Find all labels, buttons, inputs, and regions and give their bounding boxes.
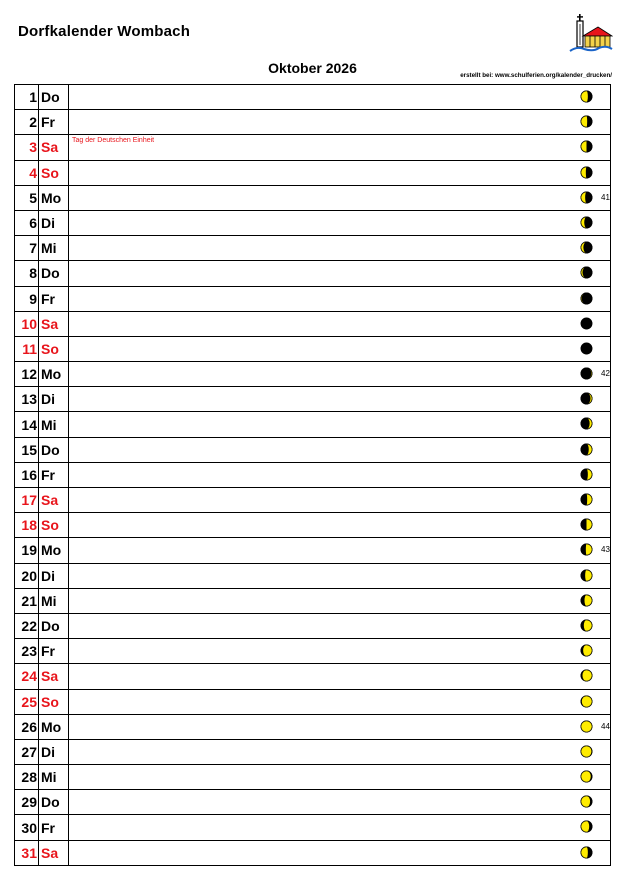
weekday-label: So	[39, 513, 69, 538]
calendar-table	[14, 84, 611, 866]
day-entry-cell[interactable]	[69, 613, 611, 638]
day-entry-cell[interactable]	[69, 387, 611, 412]
day-entry-cell[interactable]	[69, 790, 611, 815]
day-entry-cell[interactable]	[69, 412, 611, 437]
day-row	[15, 664, 611, 689]
weekday-label: Fr	[39, 286, 69, 311]
day-entry-cell[interactable]	[69, 185, 611, 210]
calendar-week-number: 43	[601, 545, 610, 555]
day-row	[15, 613, 611, 638]
moon-phase-icon	[580, 90, 593, 103]
day-number: 8	[15, 261, 39, 286]
day-number: 23	[15, 639, 39, 664]
day-row	[15, 588, 611, 613]
weekday-label: Sa	[39, 311, 69, 336]
day-entry-cell[interactable]	[69, 513, 611, 538]
day-entry-cell[interactable]	[69, 236, 611, 261]
day-number: 26	[15, 714, 39, 739]
moon-phase-icon	[580, 770, 593, 783]
day-number: 4	[15, 160, 39, 185]
day-row	[15, 85, 611, 110]
day-number: 2	[15, 110, 39, 135]
calendar-week-number: 42	[601, 369, 610, 379]
day-number: 11	[15, 336, 39, 361]
day-row	[15, 336, 611, 361]
day-row	[15, 387, 611, 412]
day-number: 20	[15, 563, 39, 588]
day-row	[15, 462, 611, 487]
day-number: 29	[15, 790, 39, 815]
weekday-label: Do	[39, 85, 69, 110]
moon-phase-icon	[580, 317, 593, 330]
day-number: 3	[15, 135, 39, 160]
weekday-label: Do	[39, 437, 69, 462]
moon-phase-icon	[580, 669, 593, 682]
weekday-label: Mo	[39, 714, 69, 739]
day-entry-cell[interactable]	[69, 210, 611, 235]
day-entry-cell[interactable]	[69, 689, 611, 714]
day-number: 1	[15, 85, 39, 110]
weekday-label: So	[39, 336, 69, 361]
village-church-logo	[569, 12, 613, 54]
weekday-label: Fr	[39, 462, 69, 487]
day-number: 25	[15, 689, 39, 714]
day-row	[15, 513, 611, 538]
moon-phase-icon	[580, 644, 593, 657]
moon-phase-icon	[580, 241, 593, 254]
day-number: 10	[15, 311, 39, 336]
moon-phase-icon	[580, 518, 593, 531]
weekday-label: Sa	[39, 664, 69, 689]
moon-phase-icon	[580, 720, 593, 733]
moon-phase-icon	[580, 820, 593, 833]
weekday-label: Di	[39, 210, 69, 235]
day-number: 30	[15, 815, 39, 840]
day-entry-cell[interactable]	[69, 588, 611, 613]
weekday-label: Sa	[39, 488, 69, 513]
day-number: 18	[15, 513, 39, 538]
day-entry-cell[interactable]	[69, 160, 611, 185]
day-entry-cell[interactable]	[69, 765, 611, 790]
weekday-label: Sa	[39, 135, 69, 160]
day-row	[15, 236, 611, 261]
day-entry-cell[interactable]	[69, 336, 611, 361]
day-entry-cell[interactable]	[69, 437, 611, 462]
day-row	[15, 790, 611, 815]
weekday-label: So	[39, 689, 69, 714]
day-number: 9	[15, 286, 39, 311]
day-number: 24	[15, 664, 39, 689]
day-number: 6	[15, 210, 39, 235]
day-row	[15, 714, 611, 739]
moon-phase-icon	[580, 468, 593, 481]
day-entry-cell[interactable]	[69, 815, 611, 840]
weekday-label: Mo	[39, 538, 69, 563]
weekday-label: Fr	[39, 815, 69, 840]
month-heading: Oktober 2026	[268, 60, 357, 76]
day-number: 27	[15, 739, 39, 764]
moon-phase-icon	[580, 417, 593, 430]
weekday-label: So	[39, 160, 69, 185]
moon-phase-icon	[580, 140, 593, 153]
weekday-label: Do	[39, 261, 69, 286]
day-number: 12	[15, 362, 39, 387]
moon-phase-icon	[580, 191, 593, 204]
moon-phase-icon	[580, 594, 593, 607]
day-entry-cell[interactable]	[69, 563, 611, 588]
weekday-label: Di	[39, 563, 69, 588]
moon-phase-icon	[580, 543, 593, 556]
weekday-label: Mi	[39, 588, 69, 613]
weekday-label: Mi	[39, 765, 69, 790]
moon-phase-icon	[580, 443, 593, 456]
day-row	[15, 412, 611, 437]
day-entry-cell[interactable]	[69, 85, 611, 110]
day-row	[15, 210, 611, 235]
day-row	[15, 639, 611, 664]
day-number: 5	[15, 185, 39, 210]
moon-phase-icon	[580, 367, 593, 380]
day-entry-cell[interactable]	[69, 840, 611, 865]
day-row	[15, 815, 611, 840]
weekday-label: Mo	[39, 185, 69, 210]
calendar-week-number: 44	[601, 721, 610, 731]
day-row	[15, 437, 611, 462]
credit-text: erstellt bei: www.schulferien.org/kalender_drucken/	[460, 72, 612, 79]
moon-phase-icon	[580, 292, 593, 305]
weekday-label: Do	[39, 613, 69, 638]
day-number: 16	[15, 462, 39, 487]
weekday-label: Fr	[39, 639, 69, 664]
day-entry-cell[interactable]	[69, 110, 611, 135]
day-number: 21	[15, 588, 39, 613]
day-entry-cell[interactable]	[69, 261, 611, 286]
day-row	[15, 110, 611, 135]
day-number: 15	[15, 437, 39, 462]
day-entry-cell[interactable]	[69, 488, 611, 513]
day-entry-cell[interactable]	[69, 462, 611, 487]
day-number: 19	[15, 538, 39, 563]
weekday-label: Fr	[39, 110, 69, 135]
day-row	[15, 563, 611, 588]
weekday-label: Di	[39, 387, 69, 412]
moon-phase-icon	[580, 695, 593, 708]
calendar-week-number: 41	[601, 192, 610, 202]
moon-phase-icon	[580, 493, 593, 506]
moon-phase-icon	[580, 619, 593, 632]
day-entry-cell[interactable]	[69, 639, 611, 664]
day-number: 13	[15, 387, 39, 412]
day-number: 28	[15, 765, 39, 790]
moon-phase-icon	[580, 266, 593, 279]
weekday-label: Mi	[39, 412, 69, 437]
weekday-label: Do	[39, 790, 69, 815]
day-entry-cell[interactable]	[69, 739, 611, 764]
day-row	[15, 362, 611, 387]
moon-phase-icon	[580, 166, 593, 179]
day-row	[15, 765, 611, 790]
day-row	[15, 689, 611, 714]
day-row	[15, 286, 611, 311]
day-row	[15, 311, 611, 336]
day-entry-cell[interactable]	[69, 538, 611, 563]
moon-phase-icon	[580, 392, 593, 405]
moon-phase-icon	[580, 342, 593, 355]
day-entry-cell[interactable]	[69, 664, 611, 689]
day-row	[15, 160, 611, 185]
day-entry-cell[interactable]	[69, 714, 611, 739]
day-number: 22	[15, 613, 39, 638]
day-number: 17	[15, 488, 39, 513]
moon-phase-icon	[580, 115, 593, 128]
day-row	[15, 840, 611, 865]
weekday-label: Di	[39, 739, 69, 764]
weekday-label: Mo	[39, 362, 69, 387]
moon-phase-icon	[580, 216, 593, 229]
day-number: 7	[15, 236, 39, 261]
weekday-label: Sa	[39, 840, 69, 865]
day-number: 14	[15, 412, 39, 437]
moon-phase-icon	[580, 795, 593, 808]
moon-phase-icon	[580, 846, 593, 859]
moon-phase-icon	[580, 745, 593, 758]
page-title: Dorfkalender Wombach	[18, 23, 191, 40]
day-row	[15, 739, 611, 764]
day-entry-cell[interactable]	[69, 311, 611, 336]
weekday-label: Mi	[39, 236, 69, 261]
day-row	[15, 185, 611, 210]
day-row	[15, 488, 611, 513]
day-row	[15, 135, 611, 160]
day-entry-cell[interactable]	[69, 286, 611, 311]
day-number: 31	[15, 840, 39, 865]
day-row	[15, 261, 611, 286]
holiday-note: Tag der Deutschen Einheit	[72, 137, 155, 145]
day-row	[15, 538, 611, 563]
moon-phase-icon	[580, 569, 593, 582]
day-entry-cell[interactable]	[69, 362, 611, 387]
day-entry-cell[interactable]	[69, 135, 611, 160]
